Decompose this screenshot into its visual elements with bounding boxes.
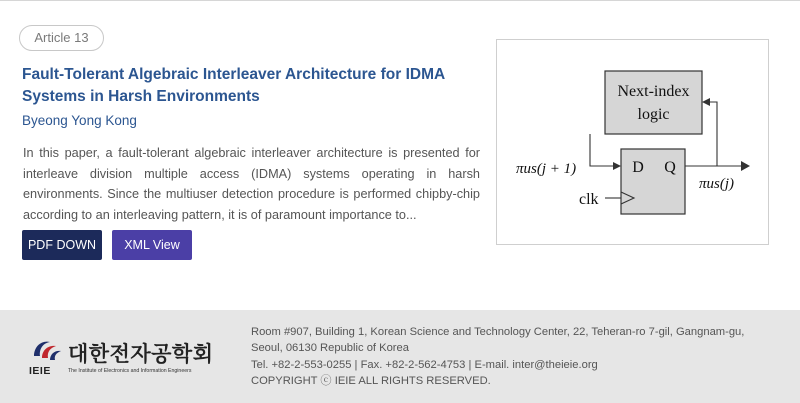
article-number-badge: Article 13: [19, 25, 104, 51]
org-name-korean: 대한전자공학회: [68, 343, 214, 366]
clk-label: clk: [579, 191, 599, 208]
interleaver-block-diagram: [497, 40, 770, 246]
next-index-logic-label-2: logic: [637, 106, 670, 123]
wire-logic-to-d: [590, 134, 619, 166]
article-title-line-1: Fault-Tolerant Algebraic Interleaver Architecture for IDMA: [22, 66, 446, 83]
top-divider: [0, 0, 800, 1]
article-title[interactable]: [22, 64, 462, 108]
next-index-logic-label-1: Next-index: [617, 83, 690, 100]
article-author: Byeong Yong Kong: [22, 113, 137, 128]
site-footer: [0, 310, 800, 403]
pdf-download-button[interactable]: PDF DOWN: [22, 230, 102, 260]
arrow-into-d: [613, 162, 621, 170]
footer-contact-info: [251, 324, 771, 389]
org-name-english: The Institute of Electronics and Information Engineers: [68, 368, 192, 374]
footer-contact-line: Tel. +82-2-553-0255 | Fax. +82-2-562-4753 | E-mail. inter@theieie.org: [251, 358, 598, 371]
article-figure[interactable]: [496, 39, 769, 245]
footer-address-line-1: Room #907, Building 1, Korean Science and Technology Center, 22, Teheran-ro 7-gil, Gangnam-gu,: [251, 326, 745, 338]
article-abstract: In this paper, a fault-tolerant algebraic interleaver architecture is presented for interleave division multiple access (IDMA) systems operating in harsh environments. Since the multiuser detection procedure is performed chipby-chip according to an interleaving pattern, it is of paramount importance to...: [23, 146, 480, 222]
output-index-label: πus(j): [699, 176, 735, 192]
input-index-label: πus(j + 1): [516, 161, 577, 177]
arrow-output: [741, 161, 750, 171]
ieie-logo-icon: [30, 338, 64, 366]
next-index-logic-block: [605, 71, 702, 134]
org-abbreviation: IEIE: [29, 365, 51, 377]
footer-copyright: COPYRIGHT ⓒ IEIE ALL RIGHTS RESERVED.: [251, 374, 491, 387]
flip-flop-q-label: Q: [664, 159, 676, 176]
wire-feedback: [704, 102, 717, 166]
footer-address-line-2: Seoul, 06130 Republic of Korea: [251, 342, 409, 355]
arrow-feedback: [702, 98, 710, 106]
xml-view-button[interactable]: XML View: [112, 230, 192, 260]
article-title-line-2: Systems in Harsh Environments: [22, 88, 260, 105]
flip-flop-d-label: D: [632, 159, 644, 176]
